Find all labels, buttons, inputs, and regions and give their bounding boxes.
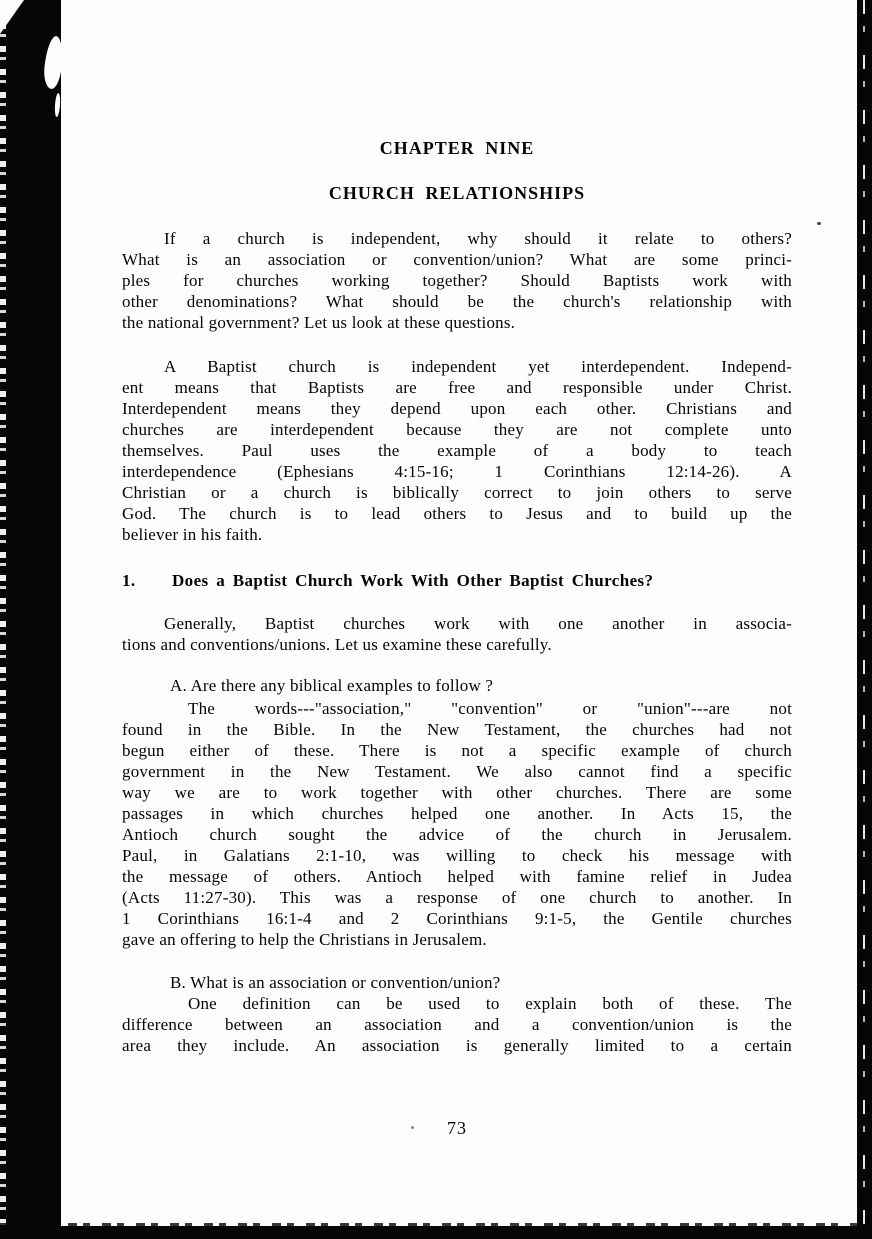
text-line: ent means that Baptists are free and responsible under Christ. bbox=[122, 378, 792, 397]
text-line: ples for churches working together? Should Baptists work with bbox=[122, 271, 792, 290]
text-line: area they include. An association is generally limited to a certain bbox=[122, 1036, 792, 1055]
text-line: tions and conventions/unions. Let us examine these carefully. bbox=[122, 635, 552, 654]
page-paper bbox=[61, 0, 857, 1226]
text-line: (Acts 11:27-30). This was a response of one church to another. In bbox=[122, 888, 792, 907]
text-line: If a church is independent, why should it relate to others? bbox=[164, 229, 792, 248]
text-line: Paul, in Galatians 2:1-10, was willing to check his message with bbox=[122, 846, 792, 865]
text-line: gave an offering to help the Christians in Jerusalem. bbox=[122, 930, 487, 949]
section-1-title: Does a Baptist Church Work With Other Baptist Churches? bbox=[172, 571, 654, 590]
text-line: One definition can be used to explain both of these. The bbox=[188, 994, 792, 1013]
text-line: Interdependent means they depend upon each other. Christians and bbox=[122, 399, 792, 418]
text-line: way we are to work together with other churches. There are some bbox=[122, 783, 792, 802]
paragraph-subsection-a bbox=[122, 698, 792, 950]
paragraph-interdependence bbox=[122, 356, 792, 545]
text-line: churches are interdependent because they are not complete unto bbox=[122, 420, 792, 439]
text-line: The words---"association," "convention" or "union"---are not bbox=[188, 699, 792, 718]
text-line: difference between an association and a convention/union is the bbox=[122, 1015, 792, 1034]
text-line: Christian or a church is biblically correct to join others to serve bbox=[122, 483, 792, 502]
section-1-number: 1. bbox=[122, 571, 136, 590]
text-line: the national government? Let us look at these questions. bbox=[122, 313, 516, 332]
text-line: government in the New Testament. We also cannot find a specific bbox=[122, 762, 792, 781]
chapter-title-heading: CHURCH RELATIONSHIPS bbox=[328, 183, 586, 203]
paragraph-subsection-b bbox=[122, 993, 792, 1056]
scan-corner-artifact bbox=[0, 0, 24, 34]
scan-edge-right-band bbox=[857, 0, 872, 1239]
text-line: other denominations? What should be the church's relationship with bbox=[122, 292, 792, 311]
subsection-a-heading: A. Are there any biblical examples to follow ? bbox=[170, 676, 494, 695]
text-line: A Baptist church is independent yet interdependent. Independ- bbox=[164, 357, 792, 376]
scan-edge-left-band bbox=[0, 0, 61, 1239]
text-line: believer in his faith. bbox=[122, 525, 263, 544]
page-number: 73 bbox=[447, 1118, 467, 1138]
scan-edge-bottom-band bbox=[0, 1226, 872, 1239]
text-line: God. The church is to lead others to Jesus and to build up the bbox=[122, 504, 792, 523]
text-line: passages in which churches helped one another. In Acts 15, the bbox=[122, 804, 792, 823]
text-line: found in the Bible. In the New Testament, the churches had not bbox=[122, 720, 792, 739]
section-1-heading bbox=[122, 570, 792, 591]
text-block bbox=[122, 0, 792, 1139]
text-line: the message of others. Antioch helped with famine relief in Judea bbox=[122, 867, 792, 886]
chapter-number-heading: CHAPTER NINE bbox=[379, 138, 535, 158]
text-line: themselves. Paul uses the example of a body to teach bbox=[122, 441, 792, 460]
paragraph-intro-questions bbox=[122, 228, 792, 333]
text-line: interdependence (Ephesians 4:15-16; 1 Corinthians 12:14-26). A bbox=[122, 462, 792, 481]
text-line: Generally, Baptist churches work with one another in associa- bbox=[164, 614, 792, 633]
text-line: What is an association or convention/union? What are some princi- bbox=[122, 250, 792, 269]
text-line: 1 Corinthians 16:1-4 and 2 Corinthians 9:1-5, the Gentile churches bbox=[122, 909, 792, 928]
text-line: begun either of these. There is not a specific example of church bbox=[122, 741, 792, 760]
subsection-b-heading: B. What is an association or convention/union? bbox=[170, 973, 501, 992]
paragraph-section-1-intro bbox=[122, 613, 792, 655]
text-line: Antioch church sought the advice of the church in Jerusalem. bbox=[122, 825, 792, 844]
